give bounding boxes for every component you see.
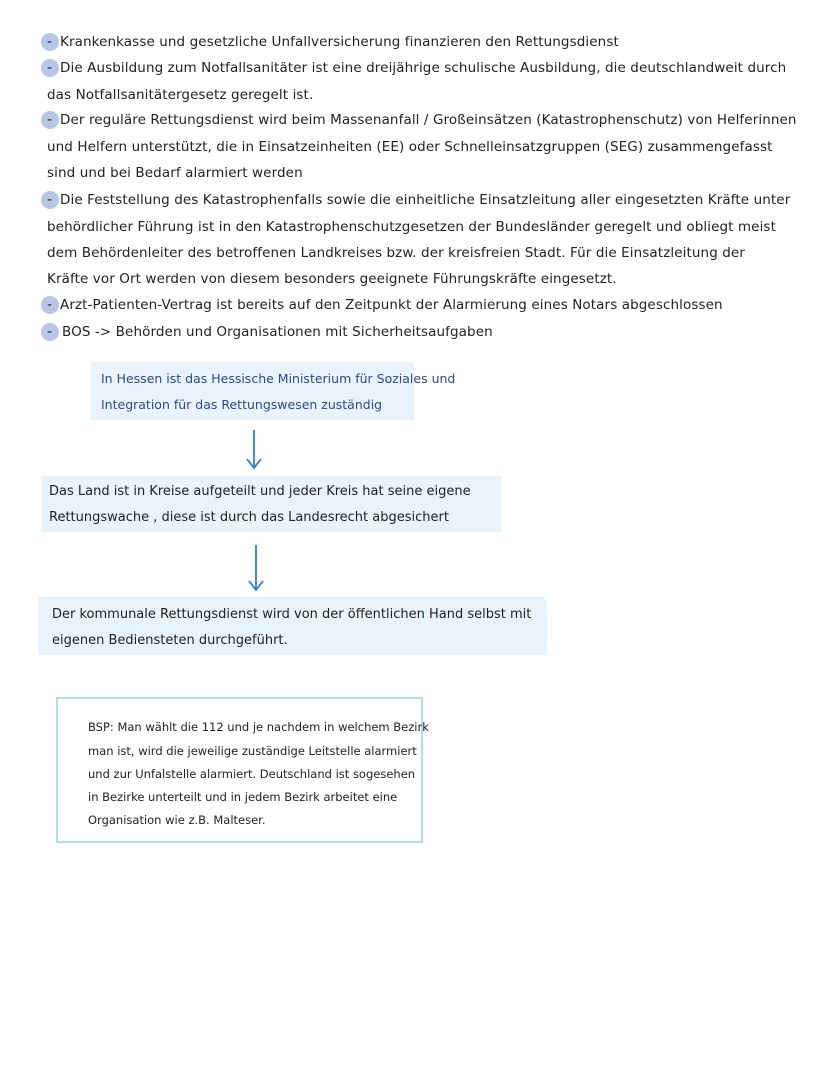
bullet-dash: - bbox=[47, 324, 53, 340]
flow-box-districts bbox=[41, 476, 501, 532]
bullet-3-line-2: und Helfern unterstützt, die in Einsatzeinheiten (EE) oder Schnelleinsatzgruppen (SEG) zusammengefasst bbox=[47, 139, 773, 155]
flow-box-ministry-line-1: In Hessen ist das Hessische Ministerium für Soziales und bbox=[101, 371, 456, 386]
bullet-4-line-2: behördlicher Führung ist in den Katastrophenschutzgesetzen der Bundesländer geregelt und obliegt meist bbox=[47, 219, 776, 235]
example-line-1: BSP: Man wählt die 112 und je nachdem in welchem Bezirk bbox=[88, 720, 429, 734]
bullet-4-line-1: Die Feststellung des Katastrophenfalls sowie die einheitliche Einsatzleitung aller eingesetzten Kräfte unter bbox=[60, 192, 791, 208]
bullet-3-line-1: Der reguläre Rettungsdienst wird beim Massenanfall / Großeinsätzen (Katastrophenschutz) von Helferinnen bbox=[60, 112, 797, 128]
flow-box-municipal-line-1: Der kommunale Rettungsdienst wird von der öffentlichen Hand selbst mit bbox=[52, 607, 532, 622]
bullet-2-line-1: Die Ausbildung zum Notfallsanitäter ist eine dreijährige schulische Ausbildung, die deutschlandweit durch bbox=[60, 60, 787, 76]
bullet-4-line-4: Kräfte vor Ort werden von diesem besonders geeignete Führungskräfte eingesetzt. bbox=[47, 271, 617, 287]
bullet-4-line-3: dem Behördenleiter des betroffenen Landkreises bzw. der kreisfreien Stadt. Für die Einsatzleitung der bbox=[47, 245, 745, 261]
bullet-dash: - bbox=[47, 297, 53, 313]
arrow-down-icon bbox=[244, 428, 264, 472]
example-line-5: Organisation wie z.B. Malteser. bbox=[88, 813, 266, 827]
example-line-2: man ist, wird die jeweilige zuständige Leitstelle alarmiert bbox=[88, 744, 417, 758]
example-line-4: in Bezirke unterteilt und in jedem Bezirk arbeitet eine bbox=[88, 790, 398, 804]
bullet-6-line-1: BOS -> Behörden und Organisationen mit Sicherheitsaufgaben bbox=[62, 324, 493, 340]
example-line-3: und zur Unfalstelle alarmiert. Deutschland ist sogesehen bbox=[88, 767, 416, 781]
bullet-2-line-2: das Notfallsanitätergesetz geregelt ist. bbox=[47, 87, 314, 103]
bullet-dash: - bbox=[47, 60, 53, 76]
flow-box-ministry-line-2: Integration für das Rettungswesen zuständig bbox=[101, 397, 383, 412]
arrow-down-icon bbox=[246, 543, 266, 593]
bullet-dash: - bbox=[47, 192, 53, 208]
bullet-3-line-3: sind und bei Bedarf alarmiert werden bbox=[47, 165, 303, 181]
flow-box-districts-line-2: Rettungswache , diese ist durch das Landesrecht abgesichert bbox=[49, 510, 449, 525]
flow-box-municipal-line-2: eigenen Bediensteten durchgeführt. bbox=[52, 633, 288, 648]
bullet-dash: - bbox=[47, 34, 53, 50]
flow-box-ministry bbox=[91, 362, 456, 420]
flow-box-municipal bbox=[38, 597, 547, 655]
bullet-1-line-1: Krankenkasse und gesetzliche Unfallversicherung finanzieren den Rettungsdienst bbox=[60, 34, 619, 50]
example-box bbox=[56, 697, 429, 843]
bullet-5-line-1: Arzt-Patienten-Vertrag ist bereits auf den Zeitpunkt der Alarmierung eines Notars abgeschlossen bbox=[60, 297, 723, 313]
flow-box-districts-line-1: Das Land ist in Kreise aufgeteilt und jeder Kreis hat seine eigene bbox=[49, 484, 471, 499]
bullet-dash: - bbox=[47, 112, 53, 128]
